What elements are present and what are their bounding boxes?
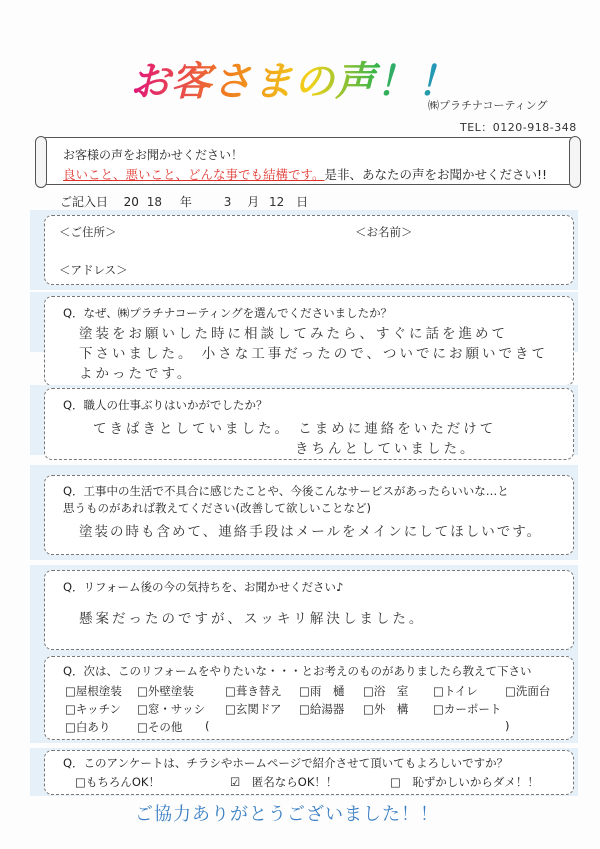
- q1-answer-line1[interactable]: 塗装をお願いした時に相談してみたら、すぐに話を進めて: [79, 326, 508, 342]
- option-anonymous-ok[interactable]: ☑ 匿名ならOK！！: [230, 775, 338, 789]
- option-other[interactable]: □その他: [137, 720, 183, 734]
- date-row: [60, 193, 308, 210]
- q2-answer-line2[interactable]: きちんとしていました。: [295, 441, 477, 457]
- q1-answer-line3[interactable]: よかったです。: [79, 366, 194, 382]
- q2-box: [44, 388, 574, 460]
- day-unit: 日: [296, 195, 309, 209]
- permission-box: [44, 750, 574, 795]
- email-label: ＜アドレス＞: [59, 263, 128, 277]
- banner-scroll-right: [569, 136, 581, 188]
- other-paren-open: (: [205, 719, 210, 733]
- option-roof-paint[interactable]: □屋根塗装: [65, 684, 122, 698]
- banner-scroll-left: [35, 136, 47, 188]
- year-unit: 年: [179, 195, 192, 209]
- q2-answer-line1[interactable]: てきぱきとしていました。 こまめに連絡をいただけて: [93, 421, 497, 437]
- option-exterior[interactable]: □外 構: [363, 702, 409, 716]
- q3-box: [44, 475, 574, 555]
- q4-box: [44, 570, 574, 650]
- option-washbasin[interactable]: □洗面台: [505, 684, 551, 698]
- address-label: ＜ご住所＞: [59, 225, 117, 239]
- permission-question: Q．このアンケートは、チラシやホームページで紹介させて頂いてもよろしいですか？: [63, 756, 509, 770]
- option-entrance-door[interactable]: □玄関ドア: [225, 702, 282, 716]
- option-ok[interactable]: □もちろんOK！: [75, 775, 160, 789]
- q4-text: Q．リフォーム後の今の気持ちを、お聞かせください♪: [63, 580, 344, 594]
- phone-number: TEL：0120-918-348: [460, 121, 577, 134]
- banner-message: [63, 165, 547, 183]
- page-title: お客さまの声！！: [130, 50, 530, 107]
- other-paren-close: ): [505, 719, 510, 733]
- q2-text: Q．職人の仕事ぶりはいかがでしたか？: [63, 398, 268, 412]
- q4-answer-line1[interactable]: 懸案だったのですが、スッキリ解決しました。: [79, 611, 426, 627]
- date-label: ご記入日: [60, 195, 109, 209]
- q3-text-line1: Q．工事中の生活で不具合に感じたことや、今後こんなサービスがあったらいいな…と: [63, 484, 509, 498]
- thank-you-message: ご協力ありがとうございました！！: [135, 804, 439, 825]
- q1-text: Q．なぜ、㈱プラチナコーティングを選んでくださいましたか？: [63, 306, 393, 320]
- month-unit: 月: [247, 195, 260, 209]
- option-window[interactable]: □窓・サッシ: [137, 702, 206, 716]
- q3-text-line2: 思うものがあれば教えてください(改善して欲しいことなど): [63, 501, 371, 515]
- option-carport[interactable]: □カーポート: [433, 702, 502, 716]
- q1-answer-line2[interactable]: 下さいました。 小さな工事だったので、ついでにお願いできて: [79, 346, 549, 362]
- intro-banner: [42, 137, 574, 185]
- option-gutter[interactable]: □雨 樋: [299, 684, 345, 698]
- reform-box: [44, 656, 574, 740]
- year-prefix: 20: [123, 195, 139, 209]
- option-kitchen[interactable]: □キッチン: [65, 702, 122, 716]
- banner-rest: 是非、あなたの声をお聞かせください!!: [324, 167, 548, 182]
- contact-info-box: [44, 215, 574, 285]
- q3-answer-line1[interactable]: 塗装の時も含めて、連絡手段はメールをメインにしてほしいです。: [79, 524, 543, 540]
- option-no[interactable]: □ 恥ずかしいからダメ！！: [390, 775, 539, 789]
- banner-heading: お客様の声をお聞かせください！: [63, 148, 244, 162]
- option-bathroom[interactable]: □浴 室: [363, 684, 409, 698]
- name-label: ＜お名前＞: [355, 225, 413, 239]
- option-reroof[interactable]: □葺き替え: [225, 684, 282, 698]
- company-name: ㈱プラチナコーティング: [428, 99, 548, 112]
- option-toilet[interactable]: □トイレ: [433, 684, 478, 698]
- option-water-heater[interactable]: □給湯器: [299, 702, 345, 716]
- option-termite[interactable]: □白あり: [65, 720, 111, 734]
- q1-box: [44, 296, 574, 386]
- reform-question: Q．次は、このリフォームをやりたいな・・・とお考えのものがありましたら教えて下さい: [63, 664, 532, 678]
- option-wall-paint[interactable]: □外壁塗装: [137, 684, 194, 698]
- banner-emphasis: 良いこと、悪いこと、どんな事でも結構です。: [63, 167, 325, 182]
- month-value[interactable]: 3: [223, 195, 232, 209]
- year-value[interactable]: 18: [146, 195, 163, 209]
- day-value[interactable]: 12: [269, 195, 285, 209]
